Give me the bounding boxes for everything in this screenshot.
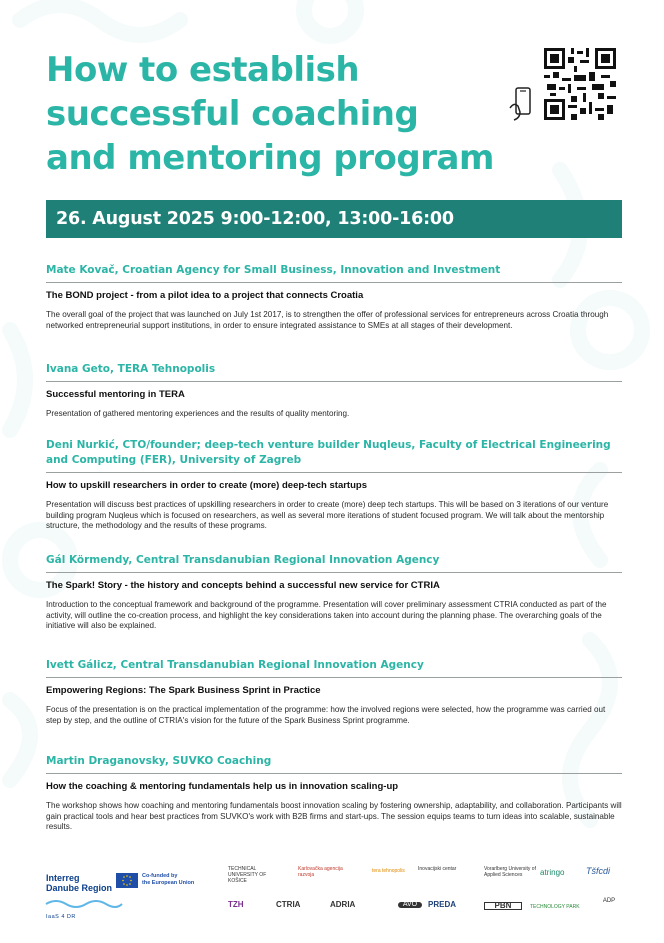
partner-logo: PREDA — [428, 900, 457, 909]
partner-logo: TECHNOLOGY PARK — [530, 904, 580, 910]
partner-logo: Tšfcdi — [586, 866, 611, 876]
title-line-3: and mentoring program — [46, 138, 494, 178]
page-title — [46, 48, 516, 180]
session-speaker: Mate Kovač, Croatian Agency for Small Business, Innovation and Investment — [46, 264, 501, 276]
session-talk-title: Empowering Regions: The Spark Business Sprint in Practice — [46, 685, 321, 696]
session-talk-title: Successful mentoring in TERA — [46, 389, 185, 400]
title-line-1: How to establish — [46, 50, 360, 90]
interreg-line-1: Interreg — [46, 873, 80, 883]
title-line-2: successful coaching — [46, 94, 419, 134]
eu-flag-icon — [116, 873, 138, 888]
session-description: Introduction to the conceptual framework and background of the programme. Presentation will cover preliminary assessment CTRIA conducted as part of the activity, will outline the co-creation process, and highlight the key considerations taken into account during the planning phase. The overarching goals of the initiative will also be explained. — [46, 600, 607, 630]
partner-logo: TZH — [228, 900, 244, 909]
partner-logo: ADP — [602, 898, 616, 904]
session-talk-title: The Spark! Story - the history and concepts behind a successful new service for CTRIA — [46, 580, 440, 591]
session-5 — [46, 658, 622, 726]
session-description: The overall goal of the project that was launched on July 1st 2017, is to strengthen the offer of professional services for entrepreneurs across Croatia through networked entrepreneurial support institutions, in order to ensure integrated assistance to SMEs at all stages of their development. — [46, 310, 609, 330]
session-description: Focus of the presentation is on the practical implementation of the programme: how the involved regions were selected, how the programme was carried out step by step, and the outline of CTRIA's vision for the future of the Spark Business Sprint programme. — [46, 705, 606, 725]
partner-logo: atringo — [540, 868, 565, 877]
eu-line-2: the European Union — [142, 880, 195, 886]
session-speaker: Martin Draganovsky, SUVKO Coaching — [46, 755, 272, 767]
session-3 — [46, 438, 622, 532]
divider — [46, 472, 622, 473]
divider — [46, 282, 622, 283]
qr-code[interactable] — [544, 48, 616, 120]
partner-logo: Inovacijski centar — [418, 866, 457, 872]
session-6 — [46, 754, 622, 833]
session-speaker: Ivett Gálicz, Central Transdanubian Regional Innovation Agency — [46, 659, 424, 671]
session-talk-title: How the coaching & mentoring fundamentals help us in innovation scaling-up — [46, 781, 399, 792]
date-time-bar: 26. August 2025 9:00-12:00, 13:00-16:00 — [46, 200, 622, 238]
divider — [46, 381, 622, 382]
partner-logo: TECHNICAL UNIVERSITY OF KOŠICE — [228, 866, 267, 884]
session-4 — [46, 553, 622, 632]
session-description: The workshop shows how coaching and mentoring fundamentals boost innovation scaling by fostering ownership, adaptability, and collaboration. Participants will gain practical tools and hear best practices from SUVKO's work with B2B firms and start-ups. The session equips teams to turn ideas into scalable, sustainable results. — [46, 801, 622, 831]
divider — [46, 677, 622, 678]
session-speaker: Gál Körmendy, Central Transdanubian Regional Innovation Agency — [46, 554, 440, 566]
session-speaker: Ivana Geto, TERA Tehnopolis — [46, 363, 216, 375]
divider — [46, 572, 622, 573]
interreg-line-2: Danube Region — [46, 883, 113, 893]
project-acronym: IaaS 4 DR — [46, 914, 76, 920]
session-description: Presentation will discuss best practices of upskilling researchers in order to create (more) deep tech startups. This will be based on 3 iterations of our venture building program Nuqleus which is focused on researchers, as well as several more iterations of student focused program. We will talk about the mentorship structure, the methodology and the results of these programs. — [46, 500, 609, 530]
session-talk-title: How to upskill researchers in order to create (more) deep-tech startups — [46, 480, 367, 491]
divider — [46, 773, 622, 774]
session-talk-title: The BOND project - from a pilot idea to a project that connects Croatia — [46, 290, 364, 301]
partner-logo: Vorarlberg University of Applied Sciences — [484, 866, 536, 878]
eu-cofunded-label — [142, 873, 194, 887]
partner-logo: ADRIA — [330, 900, 356, 909]
partner-logo: AVO — [398, 902, 422, 908]
session-2 — [46, 362, 622, 420]
partner-logo: CTRIA — [276, 900, 301, 909]
partner-logo: PBN — [484, 902, 522, 910]
partner-logo: Karlovačka agencija razvoja — [298, 866, 343, 878]
footer-logos — [0, 860, 664, 943]
interreg-wave-icon — [44, 898, 124, 910]
session-1 — [46, 263, 622, 331]
partner-logo: tera tehnopolis — [372, 868, 405, 874]
phone-scan-icon — [508, 86, 534, 122]
session-speaker: Deni Nurkić, CTO/founder; deep-tech venture builder Nuqleus, Faculty of Electrical Engineering and Computing (FER), University of Zagreb — [46, 439, 611, 466]
eu-line-1: Co-funded by — [142, 873, 178, 879]
interreg-logo — [46, 873, 112, 893]
session-description: Presentation of gathered mentoring experiences and the results of quality mentoring. — [46, 409, 350, 418]
